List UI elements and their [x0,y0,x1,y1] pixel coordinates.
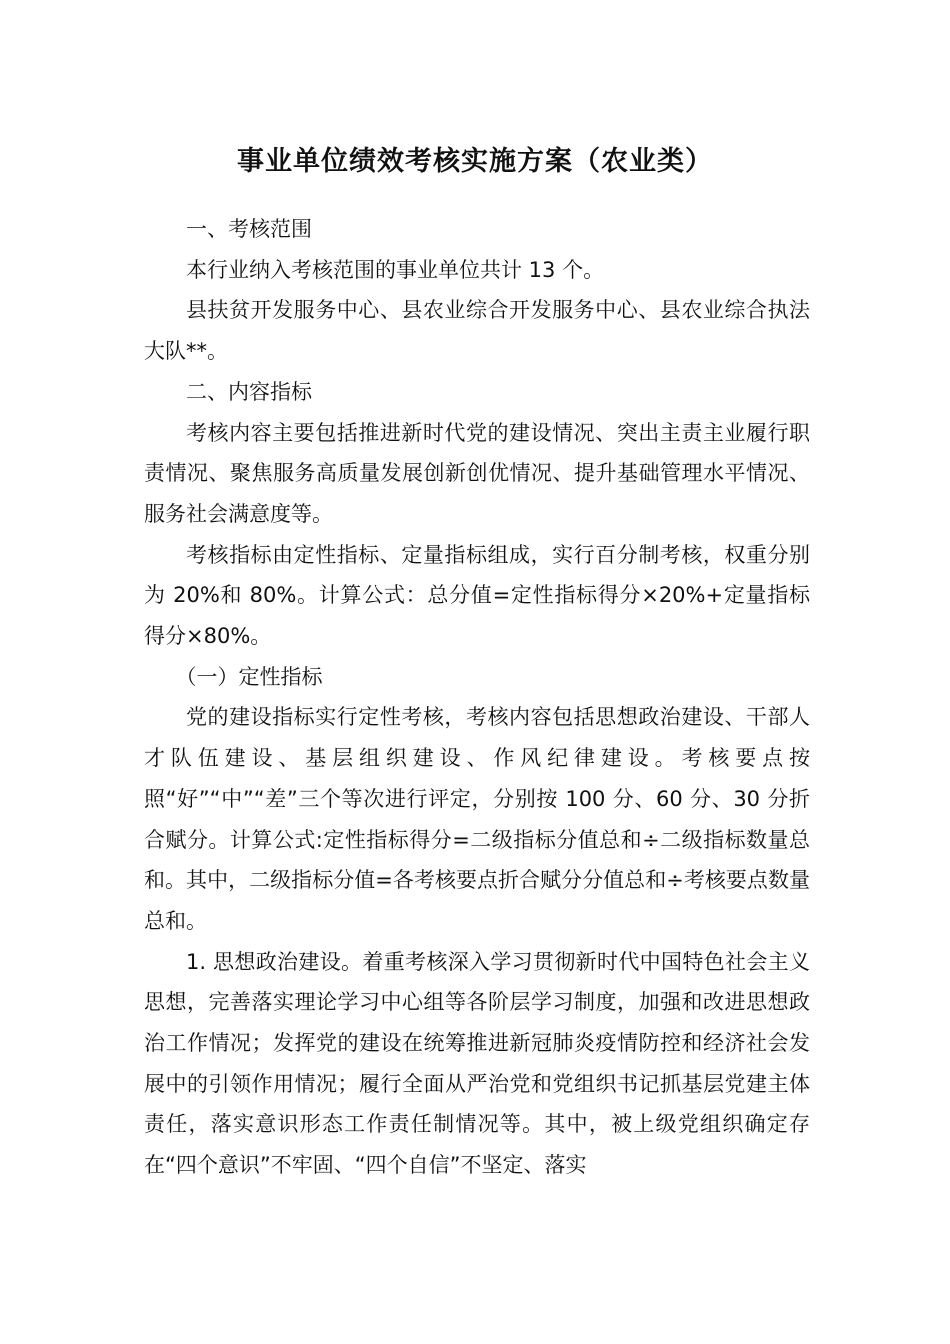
paragraph-ideological-building: 1. 思想政治建设。着重考核深入学习贯彻新时代中国特色社会主义思想，完善落实理论学习中心组等各阶层学习制度，加强和改进思想政治工作情况；发挥党的建设在统筹推进新冠肺炎疫情防控和经济社会发展中的引领作用情况；履行全面从严治党和党组织书记抓基层党建主体责任，落实意识形态工作责任制情况等。其中，被上级党组织确定存在“四个意识”不牢固、“四个自信”不坚定、落实 [144,949,810,1178]
paragraph-qualitative-assessment: 党的建设指标实行定性考核，考核内容包括思想政治建设、干部人才队伍建设、基层组织建设、作风纪律建设。考核要点按照“好”“中”“差”三个等次进行评定，分别按 100 分、60 分、30 分折合赋分。计算公式:定性指标得分=二级指标分值总和÷二级指标数量总和。其中，二级指标分值=各考核要点折合赋分分值总和÷考核要点数量总和。 [144,705,810,933]
document-title: 事业单位绩效考核实施方案（农业类） [237,146,713,177]
paragraph-indicators-content: 考核内容主要包括推进新时代党的建设情况、突出主责主业履行职责情况、聚焦服务高质量发展创新创优情况、提升基础管理水平情况、服务社会满意度等。 [144,420,810,526]
section-heading-scope: 一、考核范围 [186,217,312,241]
paragraph-scope-count: 本行业纳入考核范围的事业单位共计 13 个。 [186,257,605,282]
paragraph-scope-units: 县扶贫开发服务中心、县农业综合开发服务中心、县农业综合执法大队**。 [144,298,810,364]
paragraph-indicators-weights: 考核指标由定性指标、定量指标组成，实行百分制考核，权重分别为 20%和 80%。计算公式：总分值=定性指标得分×20%+定量指标得分×80%。 [144,542,810,649]
document-body [144,209,810,1186]
section-heading-indicators: 二、内容指标 [186,379,312,404]
subsection-heading-qualitative: （一）定性指标 [175,664,323,689]
